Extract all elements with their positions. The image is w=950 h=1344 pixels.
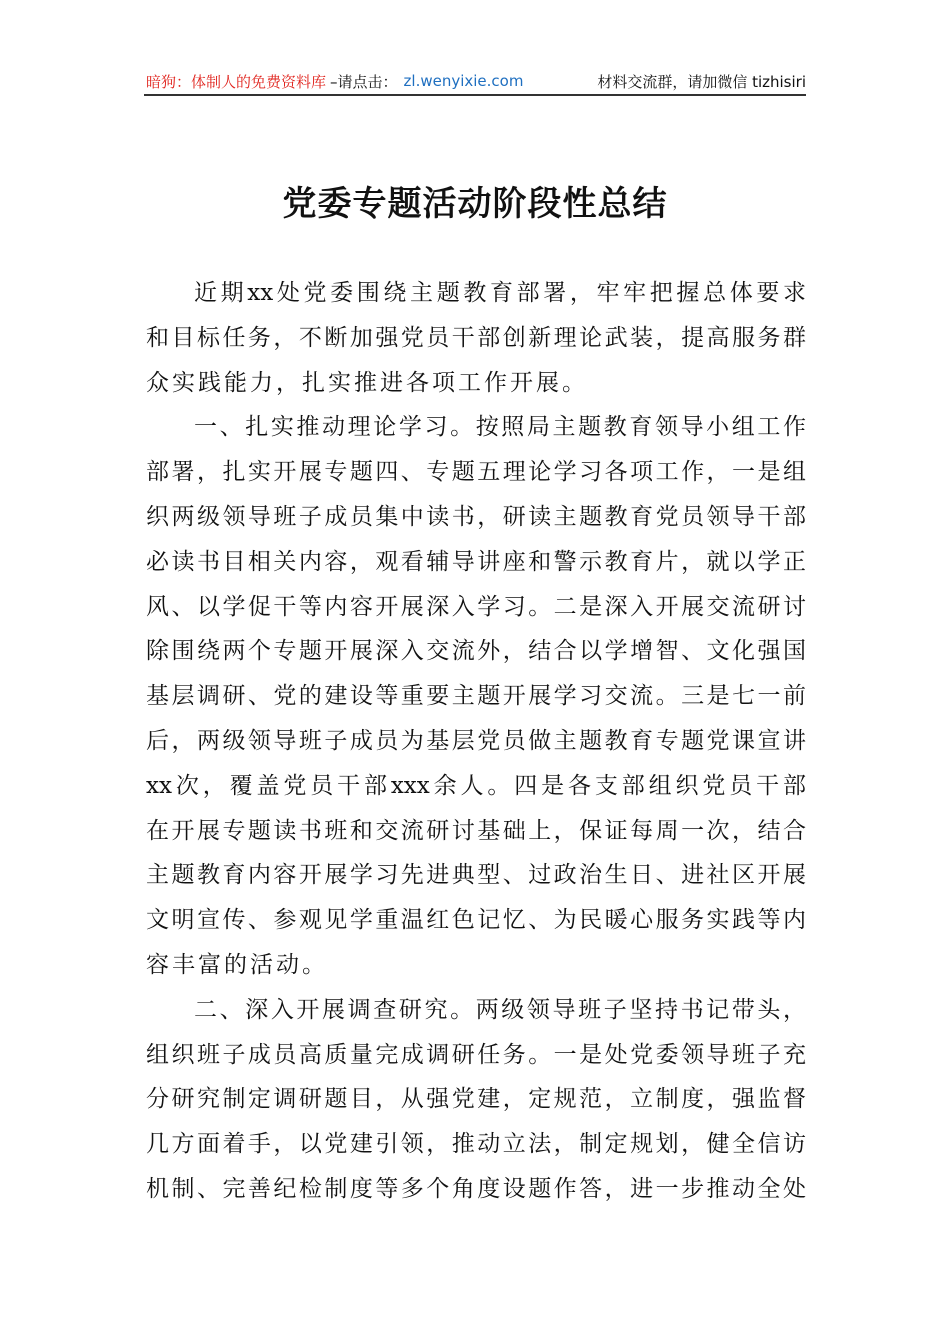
click-prompt: –请点击： — [330, 72, 398, 91]
text-line: 众实践能力，扎实推进各项工作开展。 — [146, 369, 588, 396]
wechat-note: 材料交流群，请加微信 tizhisiri — [597, 72, 806, 91]
text-line: 后，两级领导班子成员为基层党员做主题教育专题党课宣讲 — [146, 727, 806, 754]
text-line: 部署，扎实开展专题四、专题五理论学习各项工作，一是组 — [146, 459, 806, 486]
text-line: 基层调研、党的建设等重要主题开展学习交流。三是七一前 — [146, 683, 806, 710]
text-line: 组织班子成员高质量完成调研任务。一是处党委领导班子充 — [146, 1041, 806, 1068]
document-title: 党委专题活动阶段性总结 — [282, 184, 668, 224]
text-line: 风、以学促干等内容开展深入学习。二是深入开展交流研讨 — [146, 593, 806, 620]
text-line: 近期xx处党委围绕主题教育部署，牢牢把握总体要求 — [194, 280, 806, 306]
text-line: xx次，覆盖党员干部xxx余人。四是各支部组织党员干部 — [146, 772, 806, 799]
text-line: 主题教育内容开展学习先进典型、过政治生日、进社区开展 — [146, 862, 806, 889]
paragraph — [146, 991, 806, 1215]
document-body — [146, 274, 806, 1215]
site-name: 暗狗：体制人的免费资料库 — [146, 72, 327, 91]
text-line: 和目标任务，不断加强党员干部创新理论武装，提高服务群 — [146, 324, 806, 351]
text-line: 必读书目相关内容，观看辅导讲座和警示教育片，就以学正 — [146, 548, 806, 575]
paragraph — [146, 274, 806, 408]
text-line: 几方面着手，以党建引领，推动立法，制定规划，健全信访 — [146, 1131, 806, 1158]
text-line: 除围绕两个专题开展深入交流外，结合以学增智、文化强国 — [146, 638, 806, 665]
paragraph — [146, 408, 806, 990]
text-line: 文明宣传、参观见学重温红色记忆、为民暖心服务实践等内 — [146, 907, 806, 934]
text-line: 在开展专题读书班和交流研讨基础上，保证每周一次，结合 — [146, 817, 806, 844]
text-line: 织两级领导班子成员集中读书，研读主题教育党员领导干部 — [146, 503, 806, 530]
text-line: 一、扎实推动理论学习。按照局主题教育领导小组工作 — [194, 414, 806, 441]
page-header — [146, 70, 806, 92]
text-line: 分研究制定调研题目，从强党建，定规范，立制度，强监督 — [146, 1086, 806, 1113]
text-line: 机制、完善纪检制度等多个角度设题作答，进一步推动全处 — [146, 1175, 806, 1202]
text-line: 二、深入开展调查研究。两级领导班子坚持书记带头， — [194, 996, 806, 1023]
text-line: 容丰富的活动。 — [146, 951, 328, 978]
site-link[interactable]: zl.wenyixie.com — [403, 72, 524, 90]
header-divider — [144, 94, 806, 96]
